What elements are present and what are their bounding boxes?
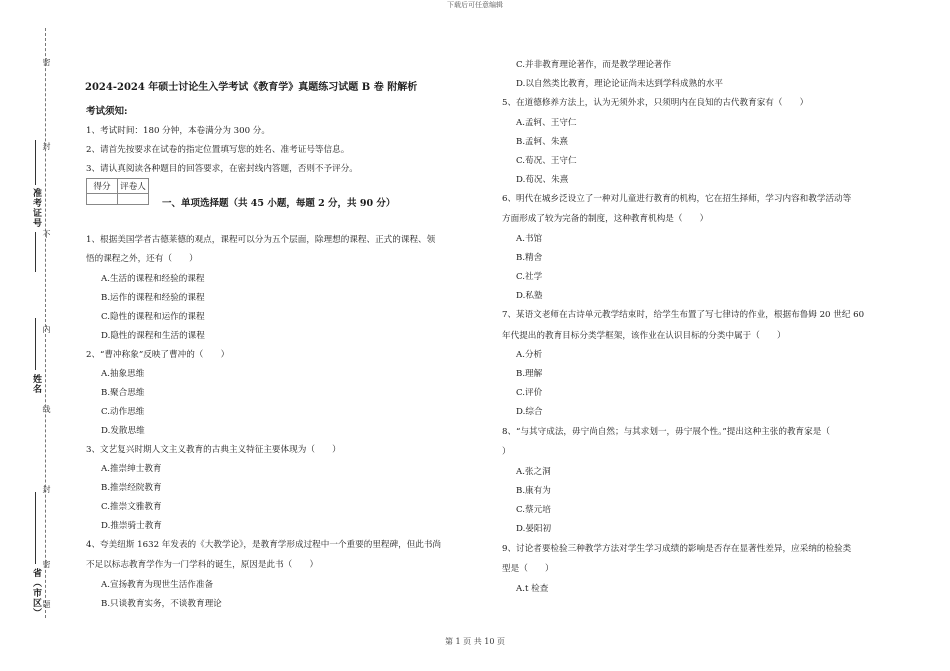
notice-item: 1、考试时间：180 分钟，本卷满分为 300 分。 xyxy=(86,126,270,136)
question-line: 7、某语文老师在古诗单元教学结束时，给学生布置了写七律诗的作业，根据布鲁姆 20 世纪 60 xyxy=(502,310,865,320)
question-line: 3、文艺复兴时期人文主义教育的古典主义特征主要体现为（ ） xyxy=(86,445,341,455)
answer-option: B.运作的课程和经验的课程 xyxy=(101,293,205,303)
answer-option: D.综合 xyxy=(516,407,543,417)
answer-option: C.荀况、王守仁 xyxy=(516,156,577,166)
answer-option: A.书馆 xyxy=(516,234,543,244)
answer-option: D.隐性的课程和生活的课程 xyxy=(101,331,205,341)
section-title: 一、单项选择题（共 45 小题，每题 2 分，共 90 分） xyxy=(162,198,396,209)
question-line: 8、“与其守成法，毋宁尚自然；与其求划一，毋宁展个性。”提出这种主张的教育家是（ xyxy=(502,427,830,437)
page-footer: 第 1 页 共 10 页 xyxy=(445,637,505,646)
grader-cell-label: 评卷人 xyxy=(118,179,149,194)
region-fill-line xyxy=(35,492,36,564)
seal-word: 封 xyxy=(42,142,51,150)
region-label: 省（市区） xyxy=(31,568,41,618)
answer-option: C.蔡元培 xyxy=(516,505,551,515)
question-line: ） xyxy=(502,447,511,457)
answer-option: D.荀况、朱熹 xyxy=(516,175,569,185)
score-cell-label: 得分 xyxy=(87,179,118,194)
answer-option: A.t 检查 xyxy=(516,584,549,594)
answer-option: C.隐性的课程和运作的课程 xyxy=(101,312,205,322)
answer-option: D.发散思维 xyxy=(101,426,145,436)
answer-option: D.私塾 xyxy=(516,291,543,301)
answer-option: C.动作思维 xyxy=(101,407,145,417)
answer-option: D.以自然类比教育，理论论证尚未达到学科成熟的水平 xyxy=(516,79,723,89)
seal-word: 内 xyxy=(42,325,51,333)
seal-word: 封 xyxy=(42,485,51,493)
question-line: 年代提出的教育目标分类学框架，该作业在认识目标的分类中属于（ ） xyxy=(502,331,786,341)
answer-option: A.生活的课程和经验的课程 xyxy=(101,274,205,284)
notice-item: 2、请首先按要求在试卷的指定位置填写您的姓名、准考证号等信息。 xyxy=(86,145,350,155)
question-line: 方面形成了较为完备的制度，这种教育机构是（ ） xyxy=(502,214,709,224)
answer-option: A.张之洞 xyxy=(516,467,551,477)
exam-number-fill-line xyxy=(35,140,36,185)
answer-option: A.抽象思维 xyxy=(101,369,145,379)
answer-option: C.评价 xyxy=(516,388,543,398)
answer-option: C.并非教育理论著作，而是教学理论著作 xyxy=(516,60,672,70)
header-note: 下载后可任意编辑 xyxy=(447,1,503,9)
question-line: 不足以标志教育学作为一门学科的诞生，原因是此书（ ） xyxy=(86,560,319,570)
answer-option: B.聚合思维 xyxy=(101,388,145,398)
seal-word: 线 xyxy=(42,405,51,413)
exam-title: 2024-2024 年硕士讨论生入学考试《教育学》真题练习试题 B 卷 附解析 xyxy=(85,82,418,93)
answer-option: A.推崇绅士教育 xyxy=(101,464,162,474)
seal-word: 不 xyxy=(42,230,51,238)
answer-option: A.分析 xyxy=(516,350,543,360)
answer-option: B.只谈教育实务，不谈教育理论 xyxy=(101,599,222,609)
question-line: 2、“曹冲称象”反映了曹冲的（ ） xyxy=(86,350,230,360)
score-table xyxy=(86,178,149,205)
name-fill-line xyxy=(35,318,36,370)
question-line: 1、根据美国学者古德莱德的观点，课程可以分为五个层面，除理想的课程、正式的课程、领 xyxy=(86,235,436,245)
seal-dashed-line xyxy=(45,28,46,618)
answer-option: B.精舍 xyxy=(516,253,543,263)
answer-option: B.理解 xyxy=(516,369,543,379)
question-line: 悟的课程之外，还有（ ） xyxy=(86,254,198,264)
question-line: 5、在道德修养方法上，认为无须外求，只须明内在良知的古代教育家有（ ） xyxy=(502,98,809,108)
answer-option: D.晏阳初 xyxy=(516,524,552,534)
question-line: 4、夸美纽斯 1632 年发表的《大教学论》，是教育学形成过程中一个重要的里程碑，但此书尚 xyxy=(86,540,442,550)
grader-cell-blank xyxy=(118,194,149,205)
answer-option: C.推崇文雅教育 xyxy=(101,502,162,512)
seal-word: 密 xyxy=(42,560,51,568)
exam-number-label: 准考证号 xyxy=(31,188,41,228)
seal-word: 题 xyxy=(42,600,51,608)
answer-option: B.康有为 xyxy=(516,486,551,496)
answer-option: A.孟轲、王守仁 xyxy=(516,118,577,128)
answer-option: C.社学 xyxy=(516,272,543,282)
question-line: 型是（ ） xyxy=(502,564,554,574)
question-line: 6、明代在城乡泛设立了一种对儿童进行教育的机构，它在招生择师，学习内容和教学活动等 xyxy=(502,194,852,204)
notice-item: 3、请认真阅读各种题目的回答要求，在密封线内答题，否则不予评分。 xyxy=(86,164,358,174)
answer-option: A.宣扬教育为现世生活作准备 xyxy=(101,580,214,590)
question-line: 9、讨论者要检验三种教学方法对学生学习成绩的影响是否存在显著性差异，应采纳的检验类 xyxy=(502,544,852,554)
answer-option: D.推崇骑士教育 xyxy=(101,521,162,531)
seal-word: 密 xyxy=(42,58,51,66)
answer-option: B.孟轲、朱熹 xyxy=(516,137,569,147)
exam-number-fill-line xyxy=(35,232,36,272)
name-label: 姓名 xyxy=(31,374,41,394)
answer-option: B.推崇经院教育 xyxy=(101,483,162,493)
notice-heading: 考试须知: xyxy=(86,106,128,117)
score-cell-blank xyxy=(87,194,118,205)
